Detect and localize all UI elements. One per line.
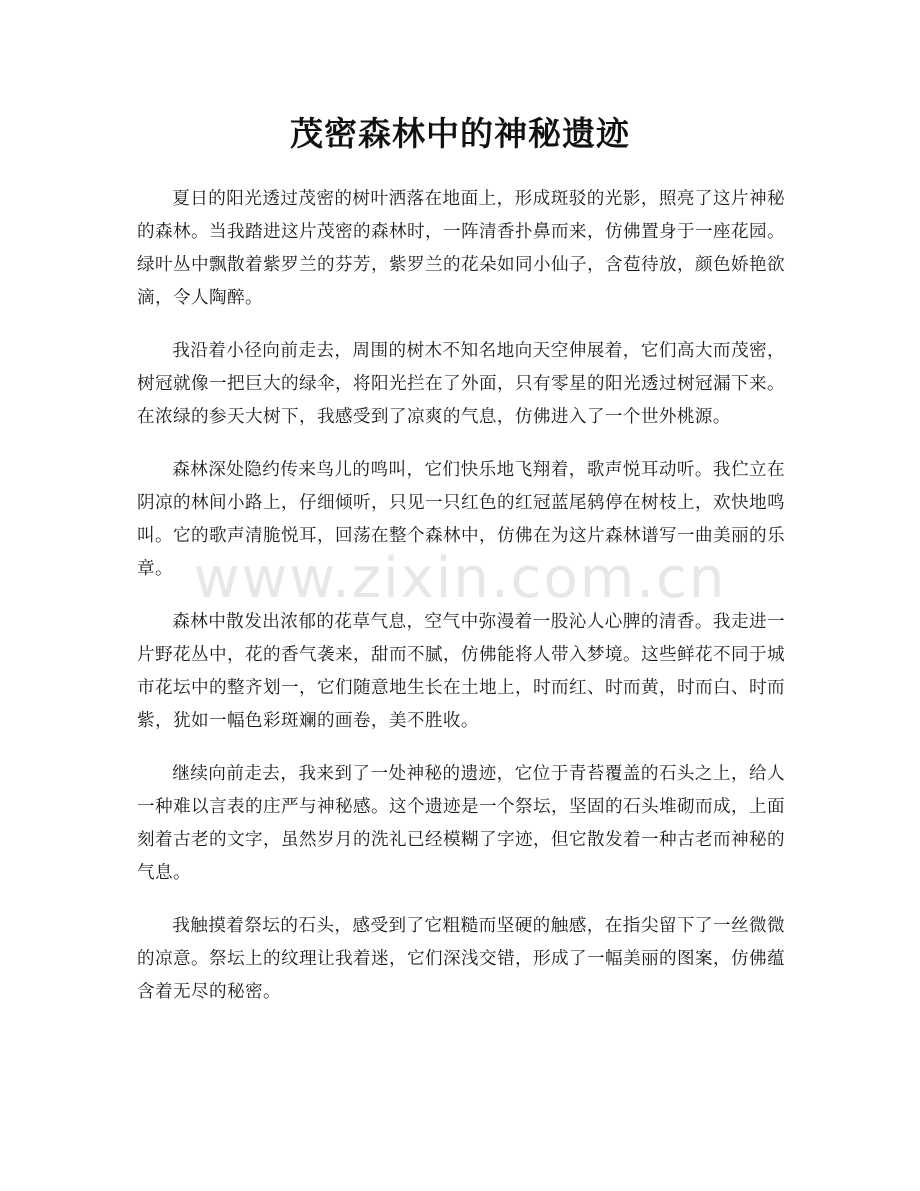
- paragraph-1: 夏日的阳光透过茂密的树叶洒落在地面上，形成斑驳的光影，照亮了这片神秘的森林。当我踏进这片茂密的森林时，一阵清香扑鼻而来，仿佛置身于一座花园。绿叶丛中飘散着紫罗兰的芬芳，紫罗兰的花朵如同小仙子，含苞待放，颜色娇艳欲滴，令人陶醉。: [137, 189, 785, 308]
- page-title: 茂密森林中的神秘遗迹: [290, 114, 630, 153]
- watermark: www.zixin.com.cn: [193, 546, 727, 611]
- paragraph-5: 继续向前走去，我来到了一处神秘的遗迹，它位于青苔覆盖的石头之上，给人一种难以言表的庄严与神秘感。这个遗迹是一个祭坛，坚固的石头堆砌而成，上面刻着古老的文字，虽然岁月的洗礼已经模糊了字迹，但它散发着一种古老而神秘的气息。: [137, 764, 785, 883]
- paragraph-3: 森林深处隐约传来鸟儿的鸣叫，它们快乐地飞翔着，歌声悦耳动听。我伫立在阴凉的林间小路上，仔细倾听，只见一只红色的红冠蓝尾鸫停在树枝上，欢快地鸣叫。它的歌声清脆悦耳，回荡在整个森林中，仿佛在为这片森林谱写一曲美丽的乐章。: [137, 460, 785, 579]
- article-body: [137, 183, 785, 1029]
- paragraph-4: 森林中散发出浓郁的花草气息，空气中弥漫着一股沁人心脾的清香。我走进一片野花丛中，花的香气袭来，甜而不腻，仿佛能将人带入梦境。这些鲜花不同于城市花坛中的整齐划一，它们随意地生长在土地上，时而红、时而黄，时而白、时而紫，犹如一幅色彩斑斓的画卷，美不胜收。: [137, 612, 785, 731]
- paragraph-2: 我沿着小径向前走去，周围的树木不知名地向天空伸展着，它们高大而茂密，树冠就像一把巨大的绿伞，将阳光拦在了外面，只有零星的阳光透过树冠漏下来。在浓绿的参天大树下，我感受到了凉爽的气息，仿佛进入了一个世外桃源。: [137, 341, 785, 427]
- paragraph-6: 我触摸着祭坛的石头，感受到了它粗糙而坚硬的触感，在指尖留下了一丝微微的凉意。祭坛上的纹理让我着迷，它们深浅交错，形成了一幅美丽的图案，仿佛蕴含着无尽的秘密。: [137, 916, 785, 1002]
